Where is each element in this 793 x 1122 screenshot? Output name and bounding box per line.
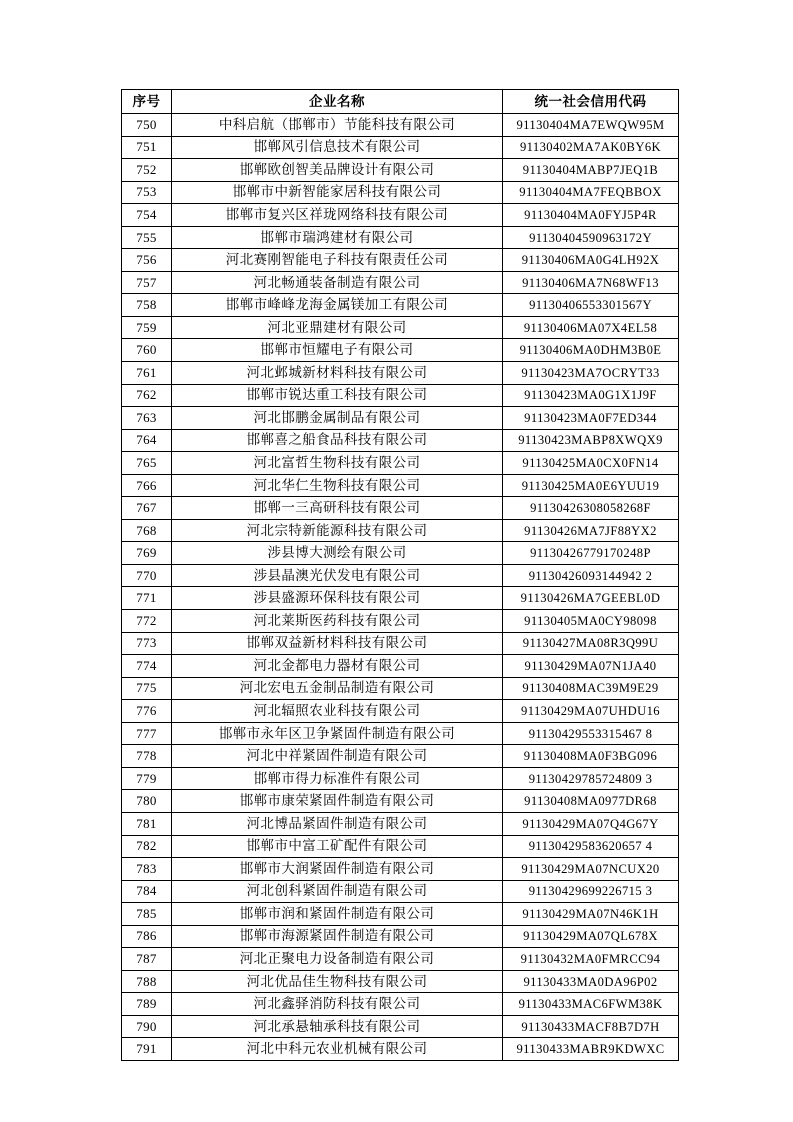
cell-sequence: 785 bbox=[122, 903, 172, 926]
cell-company-name: 邯郸一三高研科技有限公司 bbox=[172, 497, 503, 520]
table-row bbox=[122, 316, 679, 339]
table-row bbox=[122, 519, 679, 542]
cell-sequence: 778 bbox=[122, 745, 172, 768]
cell-credit-code: 91130429553315467 8 bbox=[503, 722, 679, 745]
table-row bbox=[122, 767, 679, 790]
cell-credit-code: 91130404MA7FEQBBOX bbox=[503, 181, 679, 204]
cell-company-name: 河北优品佳生物科技有限公司 bbox=[172, 970, 503, 993]
table-row bbox=[122, 632, 679, 655]
cell-company-name: 河北富哲生物科技有限公司 bbox=[172, 452, 503, 475]
cell-sequence: 752 bbox=[122, 159, 172, 182]
cell-company-name: 邯郸市康荣紧固件制造有限公司 bbox=[172, 790, 503, 813]
table-row bbox=[122, 993, 679, 1016]
cell-sequence: 774 bbox=[122, 655, 172, 678]
cell-credit-code: 91130406MA07X4EL58 bbox=[503, 316, 679, 339]
cell-company-name: 邯郸市大润紧固件制造有限公司 bbox=[172, 858, 503, 881]
cell-company-name: 邯郸市瑞鸿建材有限公司 bbox=[172, 226, 503, 249]
cell-sequence: 781 bbox=[122, 812, 172, 835]
cell-sequence: 750 bbox=[122, 114, 172, 137]
cell-credit-code: 91130433MABR9KDWXC bbox=[503, 1038, 679, 1061]
cell-company-name: 邯郸市锐达重工科技有限公司 bbox=[172, 384, 503, 407]
cell-sequence: 760 bbox=[122, 339, 172, 362]
table-row bbox=[122, 677, 679, 700]
table-row bbox=[122, 114, 679, 137]
cell-company-name: 河北莱斯医药科技有限公司 bbox=[172, 610, 503, 633]
table-row bbox=[122, 362, 679, 385]
cell-credit-code: 91130429MA07UHDU16 bbox=[503, 700, 679, 723]
cell-sequence: 751 bbox=[122, 136, 172, 159]
column-header-company-name: 企业名称 bbox=[172, 90, 503, 114]
cell-credit-code: 91130404590963172Y bbox=[503, 226, 679, 249]
cell-sequence: 779 bbox=[122, 767, 172, 790]
column-header-sequence: 序号 bbox=[122, 90, 172, 114]
table-row bbox=[122, 181, 679, 204]
cell-company-name: 邯郸市海源紧固件制造有限公司 bbox=[172, 925, 503, 948]
table-row bbox=[122, 564, 679, 587]
cell-sequence: 787 bbox=[122, 948, 172, 971]
cell-sequence: 780 bbox=[122, 790, 172, 813]
cell-company-name: 河北金都电力器材有限公司 bbox=[172, 655, 503, 678]
cell-sequence: 756 bbox=[122, 249, 172, 272]
table-row bbox=[122, 925, 679, 948]
cell-credit-code: 91130423MA0F7ED344 bbox=[503, 407, 679, 430]
cell-company-name: 河北创科紧固件制造有限公司 bbox=[172, 880, 503, 903]
cell-company-name: 邯郸风引信息技术有限公司 bbox=[172, 136, 503, 159]
cell-credit-code: 91130427MA08R3Q99U bbox=[503, 632, 679, 655]
cell-company-name: 涉县博大测绘有限公司 bbox=[172, 542, 503, 565]
cell-sequence: 789 bbox=[122, 993, 172, 1016]
table-row bbox=[122, 745, 679, 768]
company-registry-table-wrap bbox=[121, 89, 678, 1061]
table-row bbox=[122, 700, 679, 723]
cell-sequence: 784 bbox=[122, 880, 172, 903]
cell-sequence: 754 bbox=[122, 204, 172, 227]
cell-company-name: 河北鑫驿消防科技有限公司 bbox=[172, 993, 503, 1016]
cell-company-name: 邯郸市得力标准件有限公司 bbox=[172, 767, 503, 790]
cell-credit-code: 91130432MA0FMRCC94 bbox=[503, 948, 679, 971]
cell-company-name: 涉县盛源环保科技有限公司 bbox=[172, 587, 503, 610]
cell-company-name: 河北宗特新能源科技有限公司 bbox=[172, 519, 503, 542]
table-row bbox=[122, 384, 679, 407]
cell-credit-code: 91130408MA0977DR68 bbox=[503, 790, 679, 813]
table-row bbox=[122, 587, 679, 610]
cell-sequence: 771 bbox=[122, 587, 172, 610]
table-row bbox=[122, 159, 679, 182]
cell-credit-code: 91130429MA07NCUX20 bbox=[503, 858, 679, 881]
cell-sequence: 764 bbox=[122, 429, 172, 452]
cell-company-name: 邯郸市中富工矿配件有限公司 bbox=[172, 835, 503, 858]
cell-credit-code: 91130404MA7EWQW95M bbox=[503, 114, 679, 137]
table-row bbox=[122, 339, 679, 362]
cell-credit-code: 91130429785724809 3 bbox=[503, 767, 679, 790]
cell-company-name: 河北承悬轴承科技有限公司 bbox=[172, 1015, 503, 1038]
table-row bbox=[122, 497, 679, 520]
table-row bbox=[122, 790, 679, 813]
cell-credit-code: 91130406MA0G4LH92X bbox=[503, 249, 679, 272]
table-row bbox=[122, 1038, 679, 1061]
cell-credit-code: 91130426MA7GEEBL0D bbox=[503, 587, 679, 610]
cell-company-name: 河北赛刚智能电子科技有限责任公司 bbox=[172, 249, 503, 272]
cell-sequence: 788 bbox=[122, 970, 172, 993]
cell-company-name: 邯郸双益新材料科技有限公司 bbox=[172, 632, 503, 655]
cell-sequence: 759 bbox=[122, 316, 172, 339]
cell-sequence: 767 bbox=[122, 497, 172, 520]
cell-sequence: 786 bbox=[122, 925, 172, 948]
cell-credit-code: 91130404MABP7JEQ1B bbox=[503, 159, 679, 182]
cell-sequence: 753 bbox=[122, 181, 172, 204]
cell-company-name: 邯郸市永年区卫争紧固件制造有限公司 bbox=[172, 722, 503, 745]
table-body bbox=[122, 114, 679, 1061]
cell-credit-code: 91130404MA0FYJ5P4R bbox=[503, 204, 679, 227]
cell-credit-code: 91130429699226715 3 bbox=[503, 880, 679, 903]
cell-sequence: 772 bbox=[122, 610, 172, 633]
cell-credit-code: 91130429MA07N1JA40 bbox=[503, 655, 679, 678]
cell-credit-code: 91130426093144942 2 bbox=[503, 564, 679, 587]
table-row bbox=[122, 655, 679, 678]
cell-sequence: 782 bbox=[122, 835, 172, 858]
table-row bbox=[122, 542, 679, 565]
table-row bbox=[122, 970, 679, 993]
cell-company-name: 河北博品紧固件制造有限公司 bbox=[172, 812, 503, 835]
cell-credit-code: 91130406MA7N68WF13 bbox=[503, 271, 679, 294]
cell-company-name: 河北正聚电力设备制造有限公司 bbox=[172, 948, 503, 971]
cell-company-name: 河北宏电五金制品制造有限公司 bbox=[172, 677, 503, 700]
cell-sequence: 768 bbox=[122, 519, 172, 542]
cell-credit-code: 91130408MAC39M9E29 bbox=[503, 677, 679, 700]
cell-credit-code: 91130425MA0E6YUU19 bbox=[503, 474, 679, 497]
cell-company-name: 河北邯鹏金属制品有限公司 bbox=[172, 407, 503, 430]
cell-company-name: 河北邺城新材料科技有限公司 bbox=[172, 362, 503, 385]
cell-company-name: 邯郸喜之船食品科技有限公司 bbox=[172, 429, 503, 452]
table-row bbox=[122, 429, 679, 452]
cell-credit-code: 91130426779170248P bbox=[503, 542, 679, 565]
cell-credit-code: 91130429MA07QL678X bbox=[503, 925, 679, 948]
cell-credit-code: 91130433MACF8B7D7H bbox=[503, 1015, 679, 1038]
table-row bbox=[122, 271, 679, 294]
cell-company-name: 邯郸欧创智美品牌设计有限公司 bbox=[172, 159, 503, 182]
cell-sequence: 790 bbox=[122, 1015, 172, 1038]
cell-credit-code: 91130425MA0CX0FN14 bbox=[503, 452, 679, 475]
table-row bbox=[122, 835, 679, 858]
cell-credit-code: 91130405MA0CY98098 bbox=[503, 610, 679, 633]
table-row bbox=[122, 204, 679, 227]
cell-sequence: 777 bbox=[122, 722, 172, 745]
cell-credit-code: 91130429583620657 4 bbox=[503, 835, 679, 858]
table-row bbox=[122, 452, 679, 475]
cell-company-name: 河北辐照农业科技有限公司 bbox=[172, 700, 503, 723]
cell-credit-code: 91130423MA0G1X1J9F bbox=[503, 384, 679, 407]
cell-sequence: 765 bbox=[122, 452, 172, 475]
cell-credit-code: 91130423MA7OCRYT33 bbox=[503, 362, 679, 385]
cell-sequence: 755 bbox=[122, 226, 172, 249]
cell-sequence: 762 bbox=[122, 384, 172, 407]
cell-sequence: 776 bbox=[122, 700, 172, 723]
cell-company-name: 邯郸市恒耀电子有限公司 bbox=[172, 339, 503, 362]
cell-credit-code: 91130402MA7AK0BY6K bbox=[503, 136, 679, 159]
table-row bbox=[122, 880, 679, 903]
company-registry-table bbox=[121, 89, 679, 1061]
cell-company-name: 河北亚鼎建材有限公司 bbox=[172, 316, 503, 339]
table-row bbox=[122, 294, 679, 317]
cell-company-name: 河北畅通装备制造有限公司 bbox=[172, 271, 503, 294]
table-row bbox=[122, 249, 679, 272]
cell-credit-code: 91130426MA7JF88YX2 bbox=[503, 519, 679, 542]
cell-sequence: 763 bbox=[122, 407, 172, 430]
cell-company-name: 邯郸市中新智能家居科技有限公司 bbox=[172, 181, 503, 204]
cell-sequence: 770 bbox=[122, 564, 172, 587]
table-header bbox=[122, 90, 679, 114]
cell-sequence: 775 bbox=[122, 677, 172, 700]
table-row bbox=[122, 474, 679, 497]
table-row bbox=[122, 1015, 679, 1038]
cell-credit-code: 91130426308058268F bbox=[503, 497, 679, 520]
table-row bbox=[122, 722, 679, 745]
table-header-row bbox=[122, 90, 679, 114]
cell-company-name: 邯郸市峰峰龙海金属镁加工有限公司 bbox=[172, 294, 503, 317]
cell-sequence: 766 bbox=[122, 474, 172, 497]
cell-sequence: 761 bbox=[122, 362, 172, 385]
cell-credit-code: 91130423MABP8XWQX9 bbox=[503, 429, 679, 452]
cell-sequence: 791 bbox=[122, 1038, 172, 1061]
table-row bbox=[122, 948, 679, 971]
cell-credit-code: 91130408MA0F3BG096 bbox=[503, 745, 679, 768]
table-row bbox=[122, 136, 679, 159]
cell-sequence: 757 bbox=[122, 271, 172, 294]
cell-sequence: 769 bbox=[122, 542, 172, 565]
cell-company-name: 河北中祥紧固件制造有限公司 bbox=[172, 745, 503, 768]
cell-sequence: 773 bbox=[122, 632, 172, 655]
cell-company-name: 邯郸市复兴区祥珑网络科技有限公司 bbox=[172, 204, 503, 227]
table-row bbox=[122, 226, 679, 249]
cell-company-name: 河北华仁生物科技有限公司 bbox=[172, 474, 503, 497]
cell-sequence: 758 bbox=[122, 294, 172, 317]
cell-company-name: 河北中科元农业机械有限公司 bbox=[172, 1038, 503, 1061]
cell-company-name: 邯郸市润和紧固件制造有限公司 bbox=[172, 903, 503, 926]
table-row bbox=[122, 903, 679, 926]
cell-company-name: 中科启航（邯郸市）节能科技有限公司 bbox=[172, 114, 503, 137]
table-row bbox=[122, 407, 679, 430]
cell-credit-code: 91130433MA0DA96P02 bbox=[503, 970, 679, 993]
table-row bbox=[122, 610, 679, 633]
cell-credit-code: 91130429MA07Q4G67Y bbox=[503, 812, 679, 835]
table-row bbox=[122, 812, 679, 835]
table-row bbox=[122, 858, 679, 881]
cell-credit-code: 91130433MAC6FWM38K bbox=[503, 993, 679, 1016]
cell-credit-code: 91130429MA07N46K1H bbox=[503, 903, 679, 926]
cell-sequence: 783 bbox=[122, 858, 172, 881]
cell-credit-code: 91130406MA0DHM3B0E bbox=[503, 339, 679, 362]
column-header-credit-code: 统一社会信用代码 bbox=[503, 90, 679, 114]
cell-credit-code: 91130406553301567Y bbox=[503, 294, 679, 317]
cell-company-name: 涉县晶澳光伏发电有限公司 bbox=[172, 564, 503, 587]
